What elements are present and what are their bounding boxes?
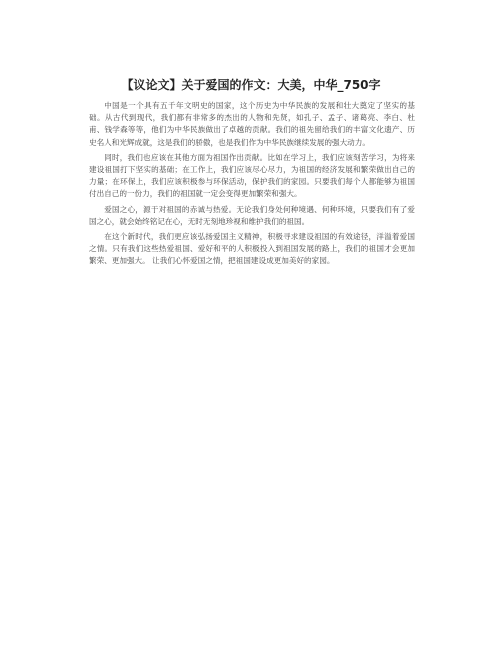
document-body [89,100,415,271]
document-title: 【议论文】关于爱国的作文：大美，中华_750字 [121,78,381,92]
paragraph-4: 在这个新时代，我们更应该弘扬爱国主义精神，积极寻求建设祖国的有效途径，洋溢着爱国之情。只有我们这些热爱祖国、爱好和平的人积极投入到祖国发展的路上，我们的祖国才会更加繁荣、更加强大。 让我们心怀爱国之情，把祖国建设成更加美好的家园。 [89,232,415,266]
paragraph-3: 爱国之心，源于对祖国的赤诚与热爱。无论我们身处何种境遇、何种环境，只要我们有了爱国之心，就会始终铭记在心，无时无刻地珍视和维护我们的祖国。 [89,204,415,226]
paragraph-1: 中国是一个具有五千年文明史的国家，这个历史为中华民族的发展和壮大奠定了坚实的基础。从古代到现代，我们都有非常多的杰出的人物和先贤，如孔子、孟子、诸葛亮、李白、杜甫、钱学森等等，他们为中华民族做出了卓越的贡献。我们的祖先留给我们的丰富文化遗产、历史名人和光辉成就，这是我们的骄傲，也是我们作为中华民族继续发展的强大动力。 [89,101,415,147]
paragraph-2: 同时，我们也应该在其他方面为祖国作出贡献。比如在学习上，我们应该刻苦学习，为将来建设祖国打下坚实的基础；在工作上，我们应该尽心尽力，为祖国的经济发展和繁荣做出自己的力量；在环保上，我们应该积极参与环保活动，保护我们的家园。只要我们每个人都能够为祖国付出自己的一份力，我们的祖国就一定会变得更加繁荣和强大。 [89,152,415,199]
